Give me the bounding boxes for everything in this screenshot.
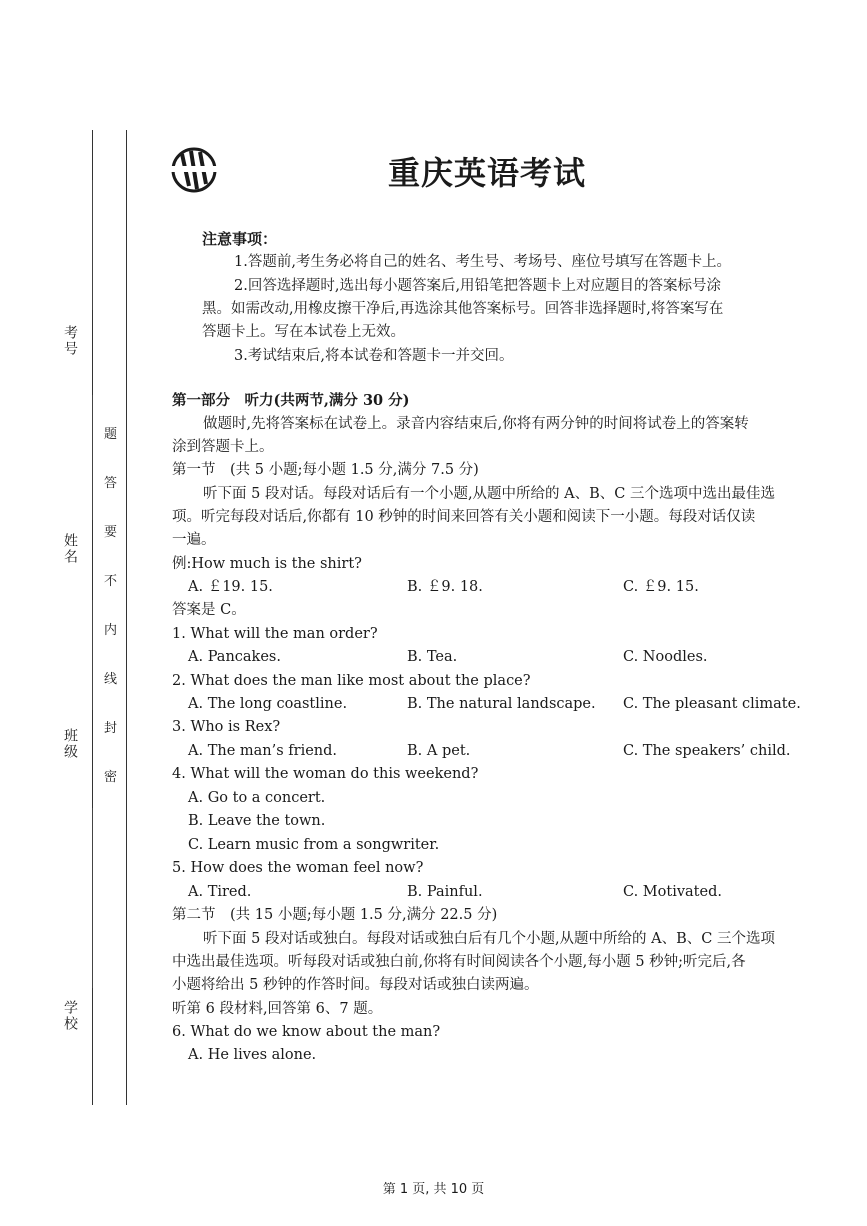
binding-warning-char: 答 — [104, 476, 118, 491]
binding-warning-char: 线 — [104, 672, 118, 687]
section2-heading: 第二节 (共 15 小题;每小题 1.5 分,满分 22.5 分) — [172, 907, 498, 923]
question-6: 6. What do we know about the man? — [172, 1024, 441, 1040]
question-4-option-b: B. Leave the town. — [188, 813, 326, 829]
question-3-option-b: B. A pet. — [407, 743, 471, 759]
section2-intro-line: 听下面 5 段对话或独白。每段对话或独白后有几个小题,从题中所给的 A、B、C 三个选项 — [203, 931, 775, 947]
question-1-option-b: B. Tea. — [407, 649, 458, 665]
name-label: 姓名 — [62, 533, 78, 565]
binding-warning-char: 要 — [104, 525, 118, 540]
question-3-option-c: C. The speakers’ child. — [623, 743, 791, 759]
question-2-option-a: A. The long coastline. — [188, 696, 348, 712]
question-2-option-c: C. The pleasant climate. — [623, 696, 801, 712]
class-line — [92, 600, 93, 710]
binding-warning-char: 封 — [104, 721, 118, 736]
school-line — [92, 808, 93, 988]
question-1: 1. What will the man order? — [172, 626, 378, 642]
question-2-option-b: B. The natural landscape. — [407, 696, 596, 712]
binding-line-inner — [126, 130, 127, 1105]
question-6-option-a: A. He lives alone. — [188, 1047, 317, 1063]
exam-number-label: 考号 — [62, 325, 78, 357]
notice-item: 答题卡上。写在本试卷上无效。 — [202, 324, 405, 340]
question-2: 2. What does the man like most about the place? — [172, 673, 531, 689]
question-1-option-c: C. Noodles. — [623, 649, 708, 665]
binding-warning-char: 密 — [104, 770, 118, 785]
question-4-option-c: C. Learn music from a songwriter. — [188, 837, 440, 853]
page-number: 第 1 页, 共 10 页 — [382, 1182, 485, 1197]
part1-heading: 第一部分 听力(共两节,满分 30 分) — [172, 392, 410, 409]
example-option-c: C. ￡9. 15. — [623, 579, 699, 595]
question-3-option-a: A. The man’s friend. — [188, 743, 338, 759]
question-3: 3. Who is Rex? — [172, 719, 281, 735]
section2-intro-line: 小题将给出 5 秒钟的作答时间。每段对话或独白读两遍。 — [172, 977, 539, 993]
name-line — [92, 395, 93, 520]
part1-intro-line: 涂到答题卡上。 — [172, 439, 274, 455]
example-question: 例:How much is the shirt? — [172, 556, 362, 572]
question-4: 4. What will the woman do this weekend? — [172, 766, 479, 782]
question-1-option-a: A. Pancakes. — [188, 649, 281, 665]
binding-warning-char: 内 — [104, 623, 118, 638]
example-answer: 答案是 C。 — [172, 602, 246, 618]
question-5: 5. How does the woman feel now? — [172, 860, 424, 876]
notice-heading: 注意事项： — [202, 230, 278, 248]
section1-intro-line: 听下面 5 段对话。每段对话后有一个小题,从题中所给的 A、B、C 三个选项中选出最佳选 — [203, 486, 775, 502]
section1-heading: 第一节 (共 5 小题;每小题 1.5 分,满分 7.5 分) — [172, 462, 479, 478]
notice-item: 1.答题前,考生务必将自己的姓名、考生号、考场号、座位号填写在答题卡上。 — [234, 254, 731, 270]
notice-item: 2.回答选择题时,选出每小题答案后,用铅笔把答题卡上对应题目的答案标号涂 — [234, 278, 722, 294]
exam-logo-icon — [170, 146, 218, 194]
binding-warning-char: 题 — [104, 427, 118, 442]
section1-intro-line: 一遍。 — [172, 532, 216, 548]
section1-intro-line: 项。听完每段对话后,你都有 10 秒钟的时间来回答有关小题和阅读下一小题。每段对话仅读 — [172, 509, 756, 525]
example-option-a: A. ￡19. 15. — [188, 579, 273, 595]
part1-intro-line: 做题时,先将答案标在试卷上。录音内容结束后,你将有两分钟的时间将试卷上的答案转 — [203, 416, 749, 432]
section2-intro-line: 中选出最佳选项。听每段对话或独白前,你将有时间阅读各个小题,每小题 5 秒钟;听完后,各 — [172, 954, 746, 970]
notice-item: 3.考试结束后,将本试卷和答题卡一并交回。 — [234, 348, 514, 364]
question-5-option-a: A. Tired. — [188, 884, 252, 900]
page-title: 重庆英语考试 — [388, 154, 587, 192]
binding-warning-char: 不 — [104, 574, 118, 589]
question-4-option-a: A. Go to a concert. — [188, 790, 326, 806]
question-5-option-c: C. Motivated. — [623, 884, 722, 900]
exam-number-line — [92, 180, 93, 310]
section2-material: 听第 6 段材料,回答第 6、7 题。 — [172, 1001, 383, 1017]
school-label: 学校 — [62, 1000, 78, 1032]
question-5-option-b: B. Painful. — [407, 884, 483, 900]
class-label: 班级 — [62, 728, 78, 760]
example-option-b: B. ￡9. 18. — [407, 579, 483, 595]
notice-item: 黑。如需改动,用橡皮擦干净后,再选涂其他答案标号。回答非选择题时,将答案写在 — [202, 301, 724, 317]
